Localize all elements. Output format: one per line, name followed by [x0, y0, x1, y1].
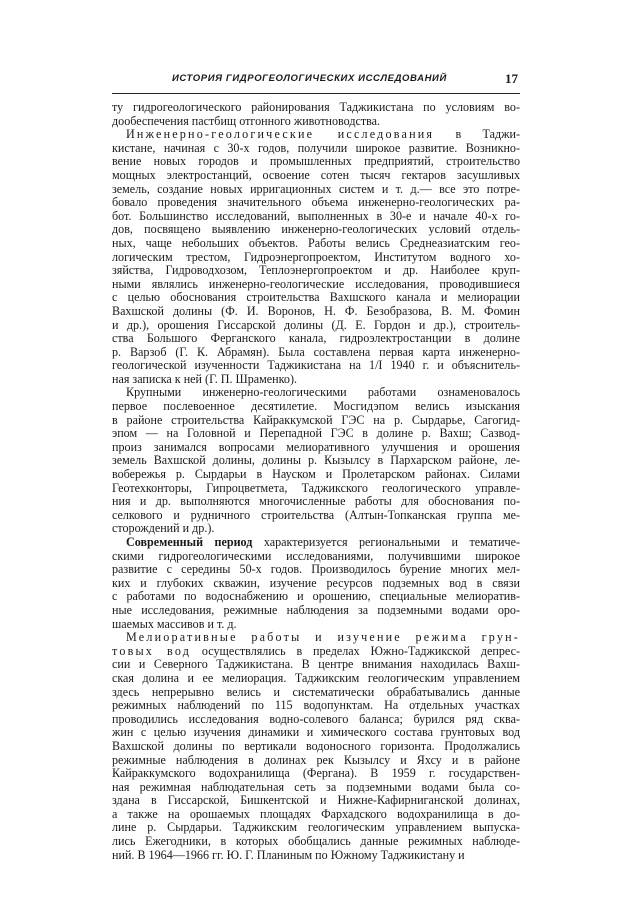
- text-line: ний. В 1964—1966 гг. Ю. Г. Планиным по Южному Таджикистану и: [112, 848, 465, 862]
- text-line: произ занимался вопросами мелиоративного улучшения и орошения: [112, 440, 520, 454]
- text-line: [112, 631, 520, 645]
- text-line: лине р. Сырдарьи. Таджикским геологическим управлением выпуска-: [112, 821, 520, 835]
- text-line: ту гидрогеологического районирования Таджикистана по условиям во-: [112, 101, 520, 114]
- text-line: ких и глубоких скважин, изучение ресурсов подземных вод в связи: [112, 576, 520, 590]
- text-line: режимных наблюдений по 115 водопунктам. На отдельных участках: [112, 699, 520, 713]
- text-line: земель, создание новых ирригационных систем и т. д.— все это потре-: [112, 182, 520, 196]
- text-line: дообеспечения пастбищ отгонного животноводства.: [112, 114, 381, 128]
- text-line: шаемых массивов и т. д.: [112, 617, 237, 631]
- text-line: проводились исследования водно-солевого баланса; бурился ряд сква-: [112, 712, 520, 726]
- text-line: жин с целью изучения динамики и химического состава грунтовых вод: [112, 726, 520, 740]
- text-line: первое послевоенное десятилетие. Мосгидэпом велись изыскания: [112, 400, 520, 414]
- text-line: лись Ежегодники, в которых обобщались данные режимных наблюде-: [112, 835, 520, 849]
- text-line: Современный период характеризуется региональными и тематиче-: [126, 536, 520, 549]
- text-line: Инженерно-геологические исследования в Таджи-: [126, 128, 520, 142]
- text-line: вобережья р. Сырдарьи в Науском и Пролетарском районах. Силами: [112, 468, 520, 482]
- text-line: р. Варзоб (Г. К. Абрамян). Была составлена первая карта инженерно-: [112, 345, 520, 359]
- text-line: здана в Гиссарской, Бишкентской и Нижне-Кафирниганской долинах,: [112, 794, 520, 808]
- spaced-heading: товых вод: [112, 644, 192, 658]
- text-line: Кайраккумского водохранилища (Фергана). В 1959 г. государствен-: [112, 767, 520, 781]
- text-line: сии и Северного Таджикистана. В центре внимания находилась Вахш-: [112, 658, 520, 672]
- paragraph: [112, 386, 520, 536]
- text-line: развитие с середины 50-х годов. Производилось бурение многих мел-: [112, 563, 520, 577]
- text-line: бот. Большинство исследований, выполненных в 30-е и начале 40-х го-: [112, 209, 520, 223]
- text-line: ная записка к ней (Г. П. Шраменко).: [112, 372, 297, 386]
- text-line: в районе строительства Кайраккумской ГЭС на р. Сырдарье, Сагогид-: [112, 413, 520, 427]
- text-line: с работами по водоснабжению и орошению, специальные мелиоратив-: [112, 590, 520, 604]
- text-line: Вахшской долины по вертикали водоносного горизонта. Продолжались: [112, 739, 520, 753]
- text-line: Геотехконторы, Гипроцветмета, Таджикского геологического управле-: [112, 481, 520, 495]
- text-line: эпом — на Головной и Перепадной ГЭС в долине р. Вахш; Сазвод-: [112, 427, 520, 441]
- text-line: товых вод осуществлялись в пределах Южно-Таджикской депрес-: [112, 644, 520, 658]
- text-line: кистане, начиная с 30-х годов, получили широкое развитие. Возникно-: [112, 141, 520, 155]
- text-line: ния и др. выполняются многочисленные работы для обоснования по-: [112, 495, 520, 509]
- text-line: вение новых городов и промышленных предприятий, строительство: [112, 155, 520, 169]
- running-title: ИСТОРИЯ ГИДРОГЕОЛОГИЧЕСКИХ ИССЛЕДОВАНИЙ: [172, 73, 447, 84]
- spaced-heading: Мелиоративные работы и изучение режима грун-: [126, 631, 520, 645]
- text-line: селкового и рудничного строительства (Алтын-Топканская группа ме-: [112, 508, 520, 522]
- text-line: а также на орошаемых площадях Фархадского водохранилища в до-: [112, 807, 520, 821]
- text-line: и др.), орошения Гиссарской долины (Д. Е. Гордон и др.), строитель-: [112, 318, 520, 332]
- text-line: Вахшской долины (Ф. И. Воронов, Н. Ф. Безобразова, В. М. Фомин: [112, 304, 520, 318]
- text-line: сторождений и др.).: [112, 522, 215, 536]
- text-line: ная режимная наблюдательная сеть за подземными водами была со-: [112, 780, 520, 794]
- running-header: [112, 71, 520, 94]
- text-line: логическим трестом, Гидроэнергопроектом, Институтом водного хо-: [112, 250, 520, 264]
- text-line: зяйства, Гидроводхозом, Теплоэнергопроектом и др. Наиболее круп-: [112, 264, 520, 278]
- text-line: геологической изученности Таджикистана на 1/I 1940 г. и объяснитель-: [112, 359, 520, 373]
- text-line: ская долина и ее мелиорация. Таджикским геологическим управлением: [112, 671, 520, 685]
- text-line: здесь непрерывно велись и систематически обрабатывались данные: [112, 685, 520, 699]
- text-line: ства Большого Ферганского канала, гидроэлектростанции в долине: [112, 332, 520, 346]
- text-line: скими гидрогеологическими исследованиями, получившими широкое: [112, 549, 520, 563]
- text-line: бовало проведения значительного объема инженерно-геологических ра-: [112, 196, 520, 210]
- paragraph: [112, 536, 520, 631]
- text-line: с целью обоснования строительства Вахшского канала и мелиорации: [112, 291, 520, 305]
- body-text: [112, 101, 520, 862]
- text-line: ными являлись инженерно-геологические исследования, проводившиеся: [112, 277, 520, 291]
- text-line: режимные наблюдения в долинах рек Кызылсу и Яхсу и в районе: [112, 753, 520, 767]
- bold-heading: Современный период: [126, 536, 253, 549]
- paragraph: [112, 128, 520, 386]
- text-line: ные исследования, режимные наблюдения за подземными водами оро-: [112, 603, 520, 617]
- paragraph: [112, 631, 520, 862]
- paragraph: [112, 101, 520, 128]
- text-line: дов, посвящено выявлению инженерно-геологических условий отдель-: [112, 223, 520, 237]
- text-line: земель Вахшской долины, долины р. Кызылсу в Пархарском районе, ле-: [112, 454, 520, 468]
- page-number: 17: [505, 71, 518, 86]
- text-line: Крупными инженерно-геологическими работами ознаменовалось: [126, 386, 520, 400]
- spaced-heading: Инженерно-геологические исследования: [126, 128, 435, 142]
- text-line: ных, чаще небольших объектов. Работы велись Среднеазиатским гео-: [112, 236, 520, 250]
- text-line: мощных электростанций, освоение сотен тысяч гектаров засушливых: [112, 168, 520, 182]
